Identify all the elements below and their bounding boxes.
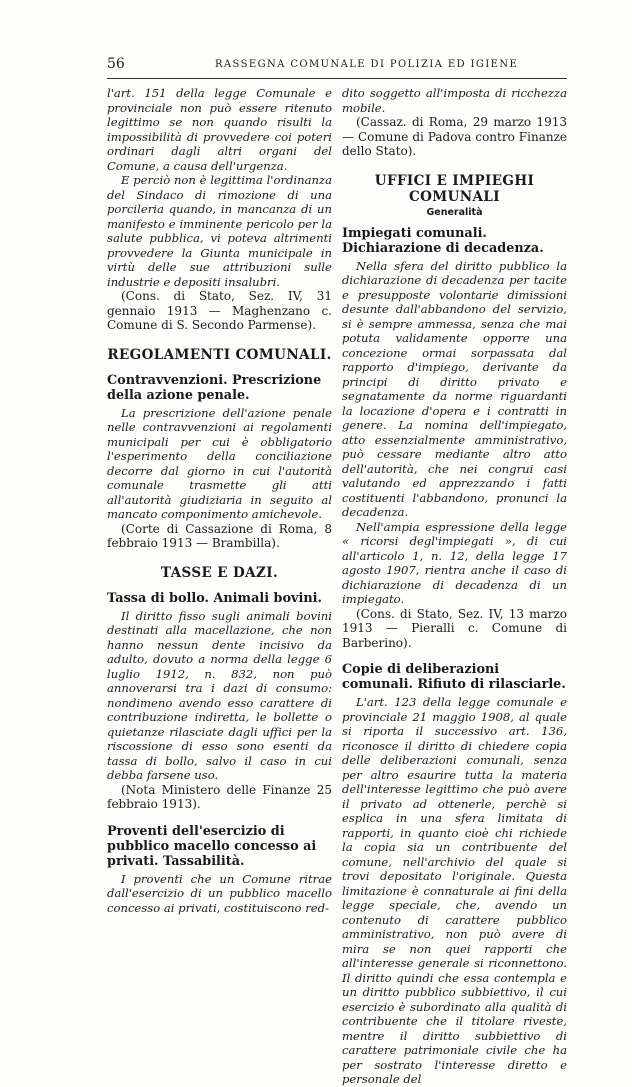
paragraph: I proventi che un Comune ritrae dall'esercizio di un pubblico macello concesso ai privati, costituiscono red- xyxy=(107,871,332,915)
citation: (Cons. di Stato, Sez. IV, 13 marzo 1913 — Pieralli c. Comune di Barberino). xyxy=(342,606,567,650)
paragraph: l'art. 151 della legge Comunale e provinciale non può essere ritenuto legittimo se non quando risulti la impossibilità di provvedere coi poteri ordinari dagli altri organi del Comune, a causa dell'urgenza. xyxy=(107,86,332,173)
paragraph: Nell'ampia espressione della legge « ricorsi degl'impiegati », di cui all'articolo 1, n. 12, della legge 17 agosto 1907, rientra anche il caso di dichiarazione di decadenza di un impiegato. xyxy=(342,519,567,606)
paragraph: Nella sfera del diritto pubblico la dichiarazione di decadenza per tacite e presupposte volontarie dimissioni desunte dall'abbandono del servizio, si è sempre ammessa, senza che mai potuta validamente opporre una concezione ormai sorpassata dal rapporto d'impiego, derivante da principi di diritto privato e segnatamente da norme riguardanti la locazione d'opera e i contratti in genere. La nomina dell'impiegato, atto essenzialmente amministrativo, può cessare mediante altro atto dell'autorità, che nei congrui casi valutando ed apprezzando i fatti costituenti l'abbandono, pronunci la decadenza. xyxy=(342,258,567,519)
paragraph: E perciò non è legittima l'ordinanza del Sindaco di rimozione di una porcileria quando, in mancanza di un manifesto e imminente pericolo per la salute pubblica, vi poteva altrimenti provvedere la Giunta municipale in virtù delle sue attribuzioni sulle industrie e depositi insalubri. xyxy=(107,173,332,289)
page-header xyxy=(107,56,567,79)
subsection-heading: Proventi dell'esercizio di pubblico macello concesso ai privati. Tassabilità. xyxy=(107,823,317,869)
section-heading: REGOLAMENTI COMUNALI. xyxy=(107,346,332,363)
paragraph: L'art. 123 della legge comunale e provinciale 21 maggio 1908, al quale si riporta il successivo art. 136, riconosce il diritto di chiedere copia delle deliberazioni comunali, senza per altro esaurire tutta la materia dell'interesse legittimo che può avere il privato ad ottenerle, perchè si esplica in una sfera limitata di rapporti, in quanto cioè chi richiede la copia sia un contribuente del comune, nell'archivio del quale si trovi depositato l'originale. Questa limitazione è connaturale ai fini della legge speciale, che, avendo un contenuto di carattere pubblico amministrativo, non può avere di mira se non quei rapporti che all'interesse generale si riconnettono. Il diritto quindi che essa contempla e un diritto pubblico subbiettivo, il cui esercizio è subordinato alla qualità di contribuente che il titolare riveste, mentre il diritto subbiettivo di carattere patrimoniale civile che ha per sostrato l'interesse diretto e personale del xyxy=(342,695,567,1086)
running-title: RASSEGNA COMUNALE DI POLIZIA ED IGIENE xyxy=(215,59,519,70)
subsection-heading: Copie di deliberazioni comunali. Rifiuto di rilasciarle. xyxy=(342,662,566,692)
paragraph: Il diritto fisso sugli animali bovini destinati alla macellazione, che non hanno nessun dente incisivo da adulto, dovuto a norma della legge 6 luglio 1912, n. 832, non può annoverarsi tra i dazi di consumo: nondimeno avendo esso carattere di contribuzione indiretta, le bollette o quietanze rilasciate dagli uffici per la riscossione di esso sono esenti da tassa di bollo, salvo il caso in cui debba farsene uso. xyxy=(107,608,332,782)
paragraph: dito soggetto all'imposta di ricchezza mobile. xyxy=(342,86,567,115)
subsection-heading: Tassa di bollo. Animali bovini. xyxy=(107,590,322,606)
citation: (Cassaz. di Roma, 29 marzo 1913 — Comune di Padova contro Finanze dello Stato). xyxy=(342,115,567,158)
right-column xyxy=(342,86,567,1087)
section-heading: UFFICI E IMPIEGHI COMUNALI xyxy=(374,172,535,205)
paragraph: La prescrizione dell'azione penale nelle contravvenzioni ai regolamenti municipali per cui è obbligatorio l'esperimento della conciliazione decorre dal giorno in cui l'autorità comunale trasmette gli atti all'autorità giudiziaria in seguito al mancato componimento amichevole. xyxy=(107,405,332,521)
section-subheading: Generalità xyxy=(426,206,483,218)
page-number: 56 xyxy=(107,56,125,72)
section-heading: TASSE E DAZI. xyxy=(160,564,279,581)
citation: (Corte di Cassazione di Roma, 8 febbraio 1913 — Brambilla). xyxy=(107,521,332,550)
left-column xyxy=(107,86,332,915)
subsection-heading: Contravvenzioni. Prescrizione della azione penale. xyxy=(107,372,322,403)
citation: (Nota Ministero delle Finanze 25 febbraio 1913). xyxy=(107,782,332,811)
subsection-heading: Impiegati comunali. Dichiarazione di decadenza. xyxy=(342,225,544,256)
citation: (Cons. di Stato, Sez. IV, 31 gennaio 1913 — Maghenzano c. Comune di S. Secondo Parmense). xyxy=(107,289,332,332)
